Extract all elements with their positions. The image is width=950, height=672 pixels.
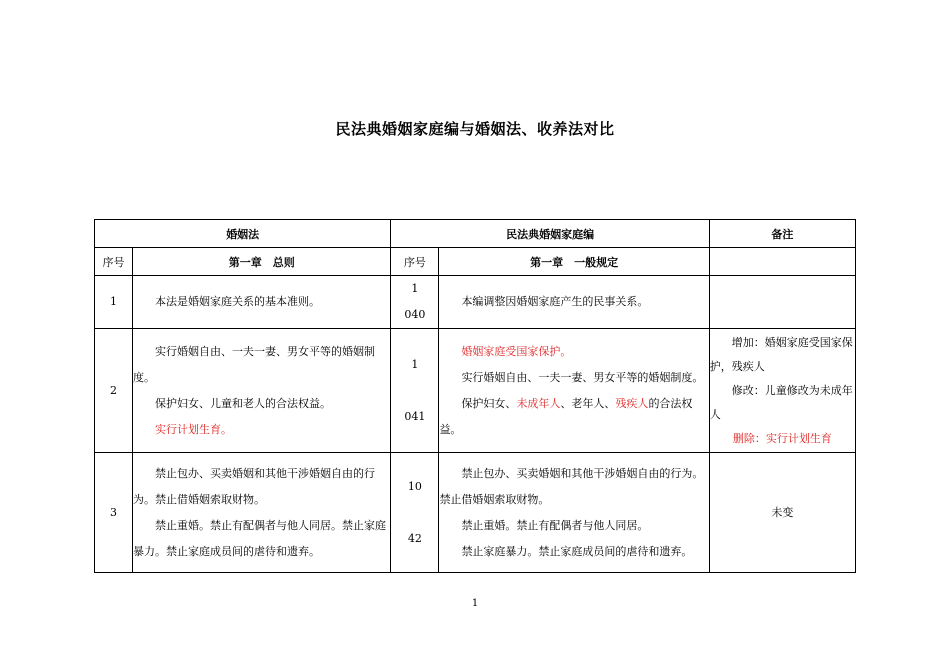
subheader-row	[95, 248, 856, 276]
deleted-note: 删除：实行计划生育	[732, 431, 832, 445]
row-seq-left: 2	[95, 329, 133, 453]
table-row	[95, 276, 856, 329]
deleted-text: 实行计划生育。	[155, 422, 233, 436]
row-seq-right: 10 42	[391, 453, 439, 573]
civil-code-text: 禁止包办、买卖婚姻和其他干涉婚姻自由的行为。禁止借婚姻索取财物。 禁止重婚。禁止有配偶者与他人同居。 禁止家庭暴力。禁止家庭成员间的虐待和遗弃。	[439, 453, 709, 573]
header-civil-code: 民法典婚姻家庭编	[391, 220, 709, 248]
modified-text: 未成年人	[516, 396, 561, 410]
chapter-header-right: 第一章 一般规定	[439, 248, 709, 276]
header-marriage-law: 婚姻法	[95, 220, 391, 248]
civil-code-text: 婚姻家庭受国家保护。 实行婚姻自由、一夫一妻、男女平等的婚姻制度。 保护妇女、未成年人、老年人、残疾人的合法权益。	[439, 329, 709, 453]
notes-subheader-empty	[709, 248, 855, 276]
marriage-law-text: 禁止包办、买卖婚姻和其他干涉婚姻自由的行为。禁止借婚姻索取财物。 禁止重婚。禁止有配偶者与他人同居。禁止家庭暴力。禁止家庭成员间的虐待和遗弃。	[133, 453, 391, 573]
comparison-table	[94, 219, 856, 573]
row-seq-right: 1 041	[391, 329, 439, 453]
row-note: 增加：婚姻家庭受国家保护，残疾人 修改：儿童修改为未成年人 删除：实行计划生育	[709, 329, 855, 453]
marriage-law-text: 本法是婚姻家庭关系的基本准则。	[133, 276, 391, 329]
header-row	[95, 220, 856, 248]
added-text: 婚姻家庭受国家保护。	[461, 344, 572, 358]
added-text: 残疾人	[615, 396, 649, 410]
row-note: 未变	[709, 453, 855, 573]
chapter-header-left: 第一章 总则	[133, 248, 391, 276]
header-notes: 备注	[709, 220, 855, 248]
row-seq-right: 1 040	[391, 276, 439, 329]
page-number: 1	[471, 598, 479, 609]
civil-code-text: 本编调整因婚姻家庭产生的民事关系。	[439, 276, 709, 329]
row-note	[709, 276, 855, 329]
row-seq-left: 1	[95, 276, 133, 329]
seq-header-right: 序号	[391, 248, 439, 276]
seq-header-left: 序号	[95, 248, 133, 276]
table-row	[95, 453, 856, 573]
marriage-law-text: 实行婚姻自由、一夫一妻、男女平等的婚姻制度。 保护妇女、儿童和老人的合法权益。 实行计划生育。	[133, 329, 391, 453]
table-row	[95, 329, 856, 453]
document-title: 民法典婚姻家庭编与婚姻法、收养法对比	[335, 120, 615, 138]
row-seq-left: 3	[95, 453, 133, 573]
